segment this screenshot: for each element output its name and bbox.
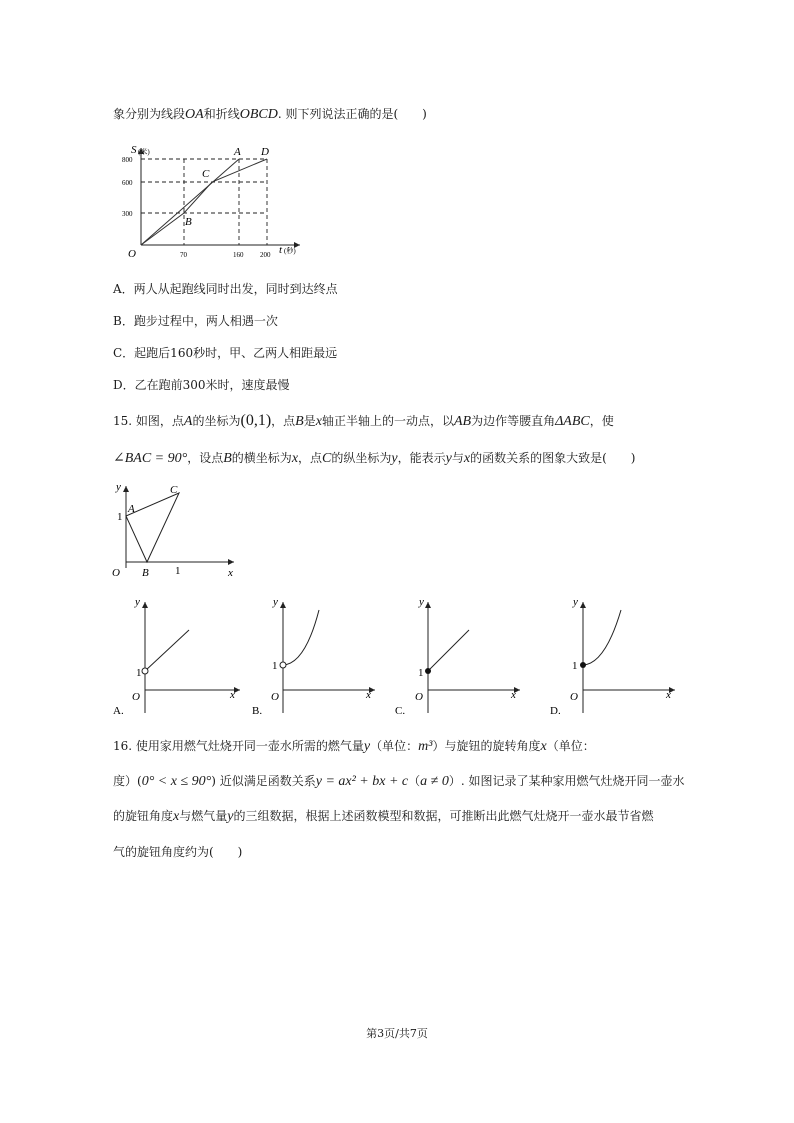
q16-line-2 xyxy=(113,772,684,791)
q14-point-b: B xyxy=(185,216,192,228)
q15-var-x: x xyxy=(291,451,299,466)
q15-fig-origin: O xyxy=(112,567,120,579)
q15-a-y: y xyxy=(135,596,140,608)
q14-s-unit: (米) xyxy=(138,148,150,156)
q14-option-a: A．两人从起跑线同时出发，同时到达终点 xyxy=(113,282,338,296)
q14-option-c: C．起跑后160秒时，甲、乙两人相距最远 xyxy=(113,346,338,360)
q15-text: 与 xyxy=(451,451,464,465)
q16-text: 与燃气量 xyxy=(179,809,228,823)
q15-text: 的纵坐标为 xyxy=(331,451,392,465)
q16-text: ）. 如图记录了某种家用燃气灶烧开同一壶水 xyxy=(448,774,685,788)
q15-var-x: x xyxy=(315,414,322,429)
q15-fig-one-y: 1 xyxy=(117,511,123,523)
q16-var-y: y xyxy=(227,809,234,824)
q16-var-x: x xyxy=(540,739,547,754)
q14-mid-text: 和折线 xyxy=(203,107,240,121)
q15-var-x: x xyxy=(463,451,471,466)
q14-point-d: D xyxy=(261,146,269,158)
q15-b-x: x xyxy=(366,689,371,701)
q15-var-y: y xyxy=(391,451,398,466)
q15-fig-c-label: C xyxy=(170,484,178,496)
q14-point-a: A xyxy=(234,146,241,158)
q16-var-x: x xyxy=(173,809,180,824)
q15-text: 的坐标为 xyxy=(192,414,241,428)
q15-text: 轴正半轴上的一动点，以 xyxy=(321,414,454,428)
q15-choice-b-graph xyxy=(252,596,375,717)
q15-d-x: x xyxy=(666,689,671,701)
q15-fig-one-x: 1 xyxy=(175,565,181,577)
q14-segment-oa: OA xyxy=(185,107,204,122)
q15-c-origin: O xyxy=(415,691,423,703)
q15-line-2 xyxy=(113,449,635,468)
q15-text: ，设点 xyxy=(187,451,224,465)
q16-text: ）与旋钮的旋转角度 xyxy=(432,739,541,753)
q16-text: ) 近似满足函数关系 xyxy=(211,774,316,788)
q14-intro-line xyxy=(113,105,427,124)
q14-polyline-obcd: OBCD xyxy=(239,107,278,122)
q16-var-y: y xyxy=(363,739,371,754)
q15-text: ，使 xyxy=(589,414,614,428)
q16-line-4: 气的旋钮角度约为( ) xyxy=(113,845,243,859)
q15-line-1 xyxy=(113,412,614,431)
q15-d-origin: O xyxy=(570,691,578,703)
q16-text: （ xyxy=(408,774,421,788)
q16-unit-m3: m³ xyxy=(418,739,433,754)
q14-y-tick-600: 600 xyxy=(122,179,133,187)
q15-choice-c-label: C. xyxy=(395,705,406,717)
q15-a-x: x xyxy=(230,689,235,701)
q15-choice-a-graph xyxy=(113,596,240,717)
q15-c-y: y xyxy=(419,596,424,608)
q14-y-tick-800: 800 xyxy=(122,156,133,164)
q15-point-b: B xyxy=(295,414,304,429)
q15-text: ，点 xyxy=(298,451,323,465)
q15-choice-a-label: A. xyxy=(113,705,124,717)
q15-text: 为边作等腰直角 xyxy=(471,414,556,428)
q16-text: 度）( xyxy=(113,774,142,788)
q14-x-tick-200: 200 xyxy=(260,251,271,259)
q16-range: 0° < x ≤ 90° xyxy=(141,774,212,789)
q14-s-label: S xyxy=(131,144,137,156)
q15-b-origin: O xyxy=(271,691,279,703)
q14-t-label: t xyxy=(279,244,283,256)
q15-choice-b-label: B. xyxy=(252,705,263,717)
q14-x-tick-70: 70 xyxy=(180,251,187,259)
q15-point-c: C xyxy=(322,451,332,466)
q15-d-one: 1 xyxy=(572,660,578,672)
q15-c-x: x xyxy=(511,689,516,701)
q15-fig-a-label: A xyxy=(128,503,135,515)
q15-angle: ∠BAC = 90° xyxy=(113,451,188,466)
q15-text: ，能表示 xyxy=(397,451,446,465)
q15-point-a: A xyxy=(183,414,193,429)
q15-triangle: ΔABC xyxy=(555,414,590,429)
q15-fig-x-label: x xyxy=(228,567,233,579)
q15-d-y: y xyxy=(573,596,578,608)
q15-b-y: y xyxy=(273,596,278,608)
q14-option-b: B．跑步过程中，两人相遇一次 xyxy=(113,314,278,328)
q15-text: ，点 xyxy=(271,414,296,428)
q16-line-3 xyxy=(113,807,653,826)
q14-x-tick-160: 160 xyxy=(233,251,244,259)
q15-text: 是 xyxy=(303,414,316,428)
q15-text: 15. 如图，点 xyxy=(113,414,184,428)
q14-point-c: C xyxy=(202,168,210,180)
q15-c-one: 1 xyxy=(418,667,424,679)
q16-condition: a ≠ 0 xyxy=(420,774,449,789)
q15-fig-b-label: B xyxy=(142,567,149,579)
q16-text: 的旋钮角度 xyxy=(113,809,174,823)
q14-tail-text: . 则下列说法正确的是( ) xyxy=(277,107,427,121)
q14-intro-text: 象分别为线段 xyxy=(113,107,186,121)
q15-segment-ab: AB xyxy=(453,414,472,429)
q15-point-b: B xyxy=(223,451,232,466)
q16-line-1 xyxy=(113,737,595,756)
q15-fig-y-label: y xyxy=(116,481,121,493)
q15-var-y: y xyxy=(445,451,452,466)
q16-text: （单位： xyxy=(370,739,419,753)
q16-text: 的三组数据，根据上述函数模型和数据，可推断出此燃气灶烧开一壶水最节省燃 xyxy=(233,809,654,823)
q14-distance-time-graph xyxy=(108,140,308,270)
q15-coordinate: (0,1) xyxy=(240,412,272,429)
q15-choice-graphs xyxy=(100,590,700,720)
q15-a-origin: O xyxy=(132,691,140,703)
q15-choice-d-graph xyxy=(550,596,675,717)
q15-text: 的函数关系的图象大致是( ) xyxy=(470,451,636,465)
q15-a-one: 1 xyxy=(136,667,142,679)
q14-y-tick-300: 300 xyxy=(122,210,133,218)
q16-formula: y = ax² + bx + c xyxy=(315,774,409,789)
q15-choice-d-label: D. xyxy=(550,705,561,717)
q16-text: （单位： xyxy=(546,739,595,753)
q15-text: 的横坐标为 xyxy=(231,451,292,465)
page-footer: 第3页/共7页 xyxy=(366,1027,428,1040)
q15-triangle-figure xyxy=(108,478,243,583)
q15-choice-c-graph xyxy=(395,596,520,717)
q14-origin-label: O xyxy=(128,248,136,260)
q14-option-d: D．乙在跑前300米时，速度最慢 xyxy=(113,378,290,392)
q15-b-one: 1 xyxy=(272,660,278,672)
q16-text: 16. 使用家用燃气灶烧开同一壶水所需的燃气量 xyxy=(113,739,364,753)
q14-t-unit: (秒) xyxy=(284,247,296,255)
